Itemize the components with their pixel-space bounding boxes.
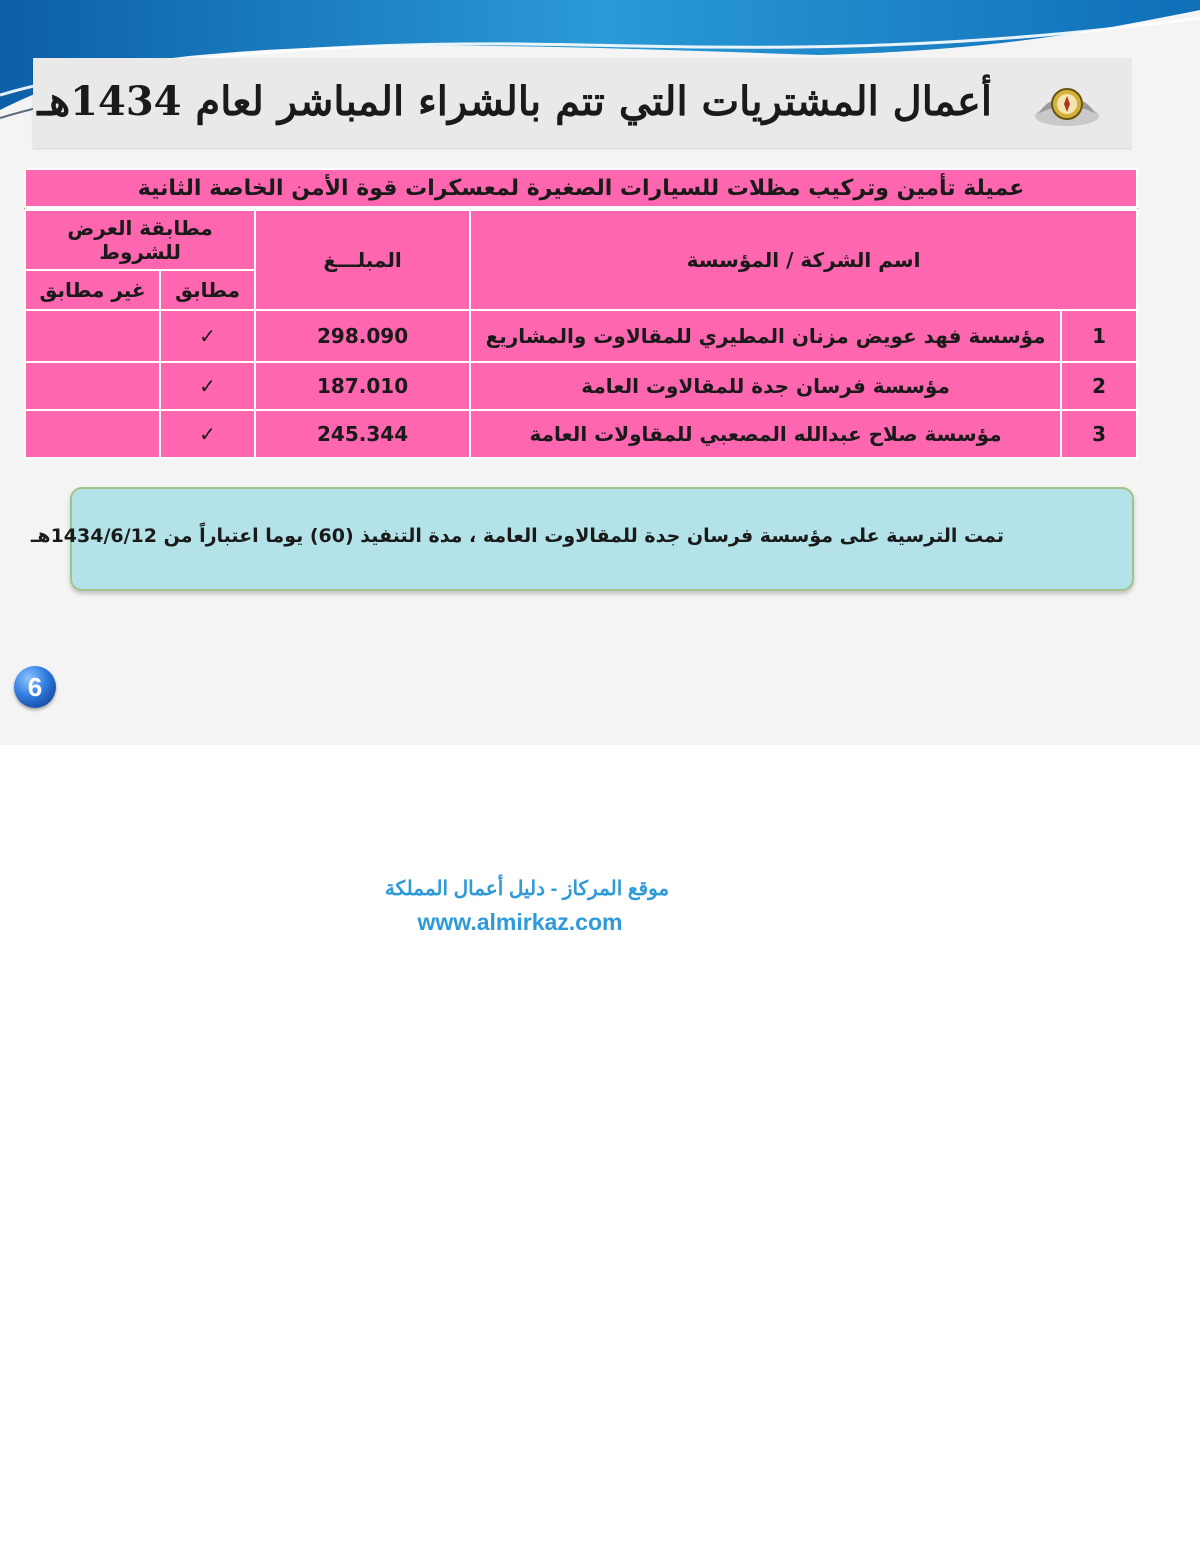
row-amount: 187.010 <box>255 362 470 410</box>
award-note-box <box>30 487 1134 591</box>
slide <box>0 0 1200 745</box>
row-number: 2 <box>1061 362 1137 410</box>
table-row <box>25 310 1137 362</box>
row-nonconform <box>25 410 160 458</box>
table-row <box>25 410 1137 458</box>
row-amount: 298.090 <box>255 310 470 362</box>
award-note-text: تمت الترسية على مؤسسة فرسان جدة للمقالاوت العامة ، مدة التنفيذ (60) يوما اعتباراً من 1434/6/12هـ <box>30 525 1004 547</box>
emblem-logo-icon <box>1032 80 1102 130</box>
header-amount: المبلـــغ <box>255 210 470 310</box>
row-company: مؤسسة فهد عويض مزنان المطيري للمقالاوت والمشاريع <box>470 310 1061 362</box>
row-nonconform <box>25 310 160 362</box>
header-conformity: مطابقة العرض للشروط <box>25 210 255 270</box>
row-amount: 245.344 <box>255 410 470 458</box>
table-caption: عميلة تأمين وتركيب مظلات للسيارات الصغيرة لمعسكرات قوة الأمن الخاصة الثانية <box>25 169 1137 207</box>
page-number-badge: 6 <box>14 666 56 708</box>
row-conform-checkmark: ✓ <box>160 310 255 362</box>
procurement-table-wrapper <box>24 168 1136 459</box>
watermark-url-link[interactable]: www.almirkaz.com <box>417 909 623 935</box>
row-company: مؤسسة فرسان جدة للمقالاوت العامة <box>470 362 1061 410</box>
row-number: 1 <box>1061 310 1137 362</box>
row-conform-checkmark: ✓ <box>160 410 255 458</box>
watermark-site-name: موقع المركاز - دليل أعمال المملكة <box>384 878 670 900</box>
procurement-table <box>24 168 1138 459</box>
page-title: أعمال المشتريات التي تتم بالشراء المباشر لعام 1434هـ <box>37 78 992 125</box>
row-number: 3 <box>1061 410 1137 458</box>
header-nonconform: غير مطابق <box>25 270 160 310</box>
row-conform-checkmark: ✓ <box>160 362 255 410</box>
row-nonconform <box>25 362 160 410</box>
header-company: اسم الشركة / المؤسسة <box>470 210 1137 310</box>
table-row <box>25 362 1137 410</box>
header-conform: مطابق <box>160 270 255 310</box>
row-company: مؤسسة صلاح عبدالله المصعبي للمقاولات العامة <box>470 410 1061 458</box>
